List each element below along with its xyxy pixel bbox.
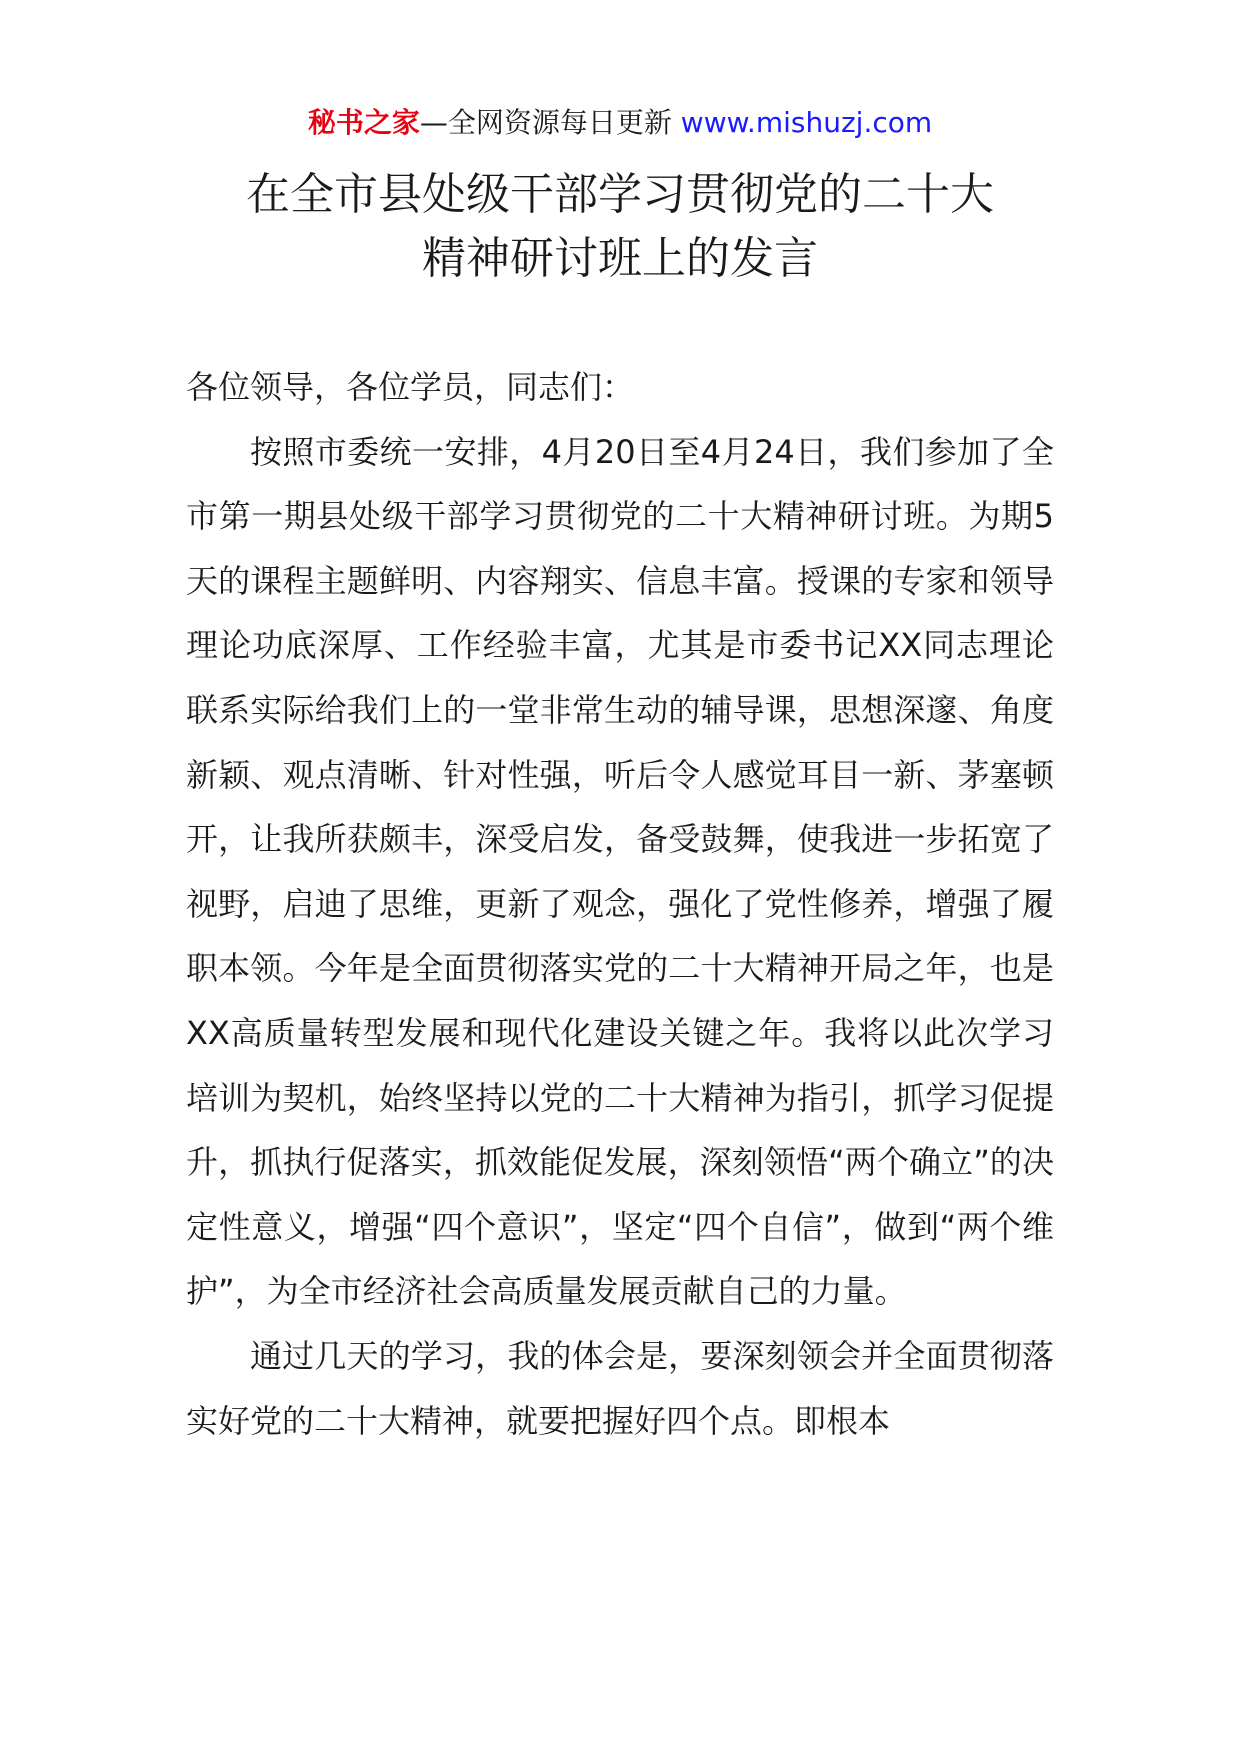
body-paragraph-1: 按照市委统一安排，4月20日至4月24日，我们参加了全市第一期县处级干部学习贯彻党的二十大精神研讨班。为期5天的课程主题鲜明、内容翔实、信息丰富。授课的专家和领导理论功底深厚、工作经验丰富，尤其是市委书记XX同志理论联系实际给我们上的一堂非常生动的辅导课，思想深邃、角度新颖、观点清晰、针对性强，听后令人感觉耳目一新、茅塞顿开，让我所获颇丰，深受启发，备受鼓舞，使我进一步拓宽了视野，启迪了思维，更新了观念，强化了党性修养，增强了履职本领。今年是全面贯彻落实党的二十大精神开局之年，也是XX高质量转型发展和现代化建设关键之年。我将以此次学习培训为契机，始终坚持以党的二十大精神为指引，抓学习促提升，抓执行促落实，抓效能促发展，深刻领悟“两个确立”的决定性意义，增强“四个意识”，坚定“四个自信”，做到“两个维护”，为全市经济社会高质量发展贡献自己的力量。 (186, 432, 1054, 1311)
site-header (0, 103, 1240, 143)
site-url-link[interactable]: www.mishuzj.com (680, 106, 933, 139)
brand-name: 秘书之家 (307, 106, 420, 139)
document-title (0, 163, 1240, 291)
document-body (186, 355, 1054, 1453)
title-line-2: 精神研讨班上的发言 (422, 233, 818, 284)
title-line-1: 在全市县处级干部学习贯彻党的二十大 (246, 169, 994, 220)
salutation: 各位领导，各位学员，同志们： (186, 368, 635, 406)
header-tagline: —全网资源每日更新 (419, 106, 672, 139)
body-paragraph-2: 通过几天的学习，我的体会是，要深刻领会并全面贯彻落实好党的二十大精神，就要把握好四个点。即根本 (186, 1336, 1054, 1440)
